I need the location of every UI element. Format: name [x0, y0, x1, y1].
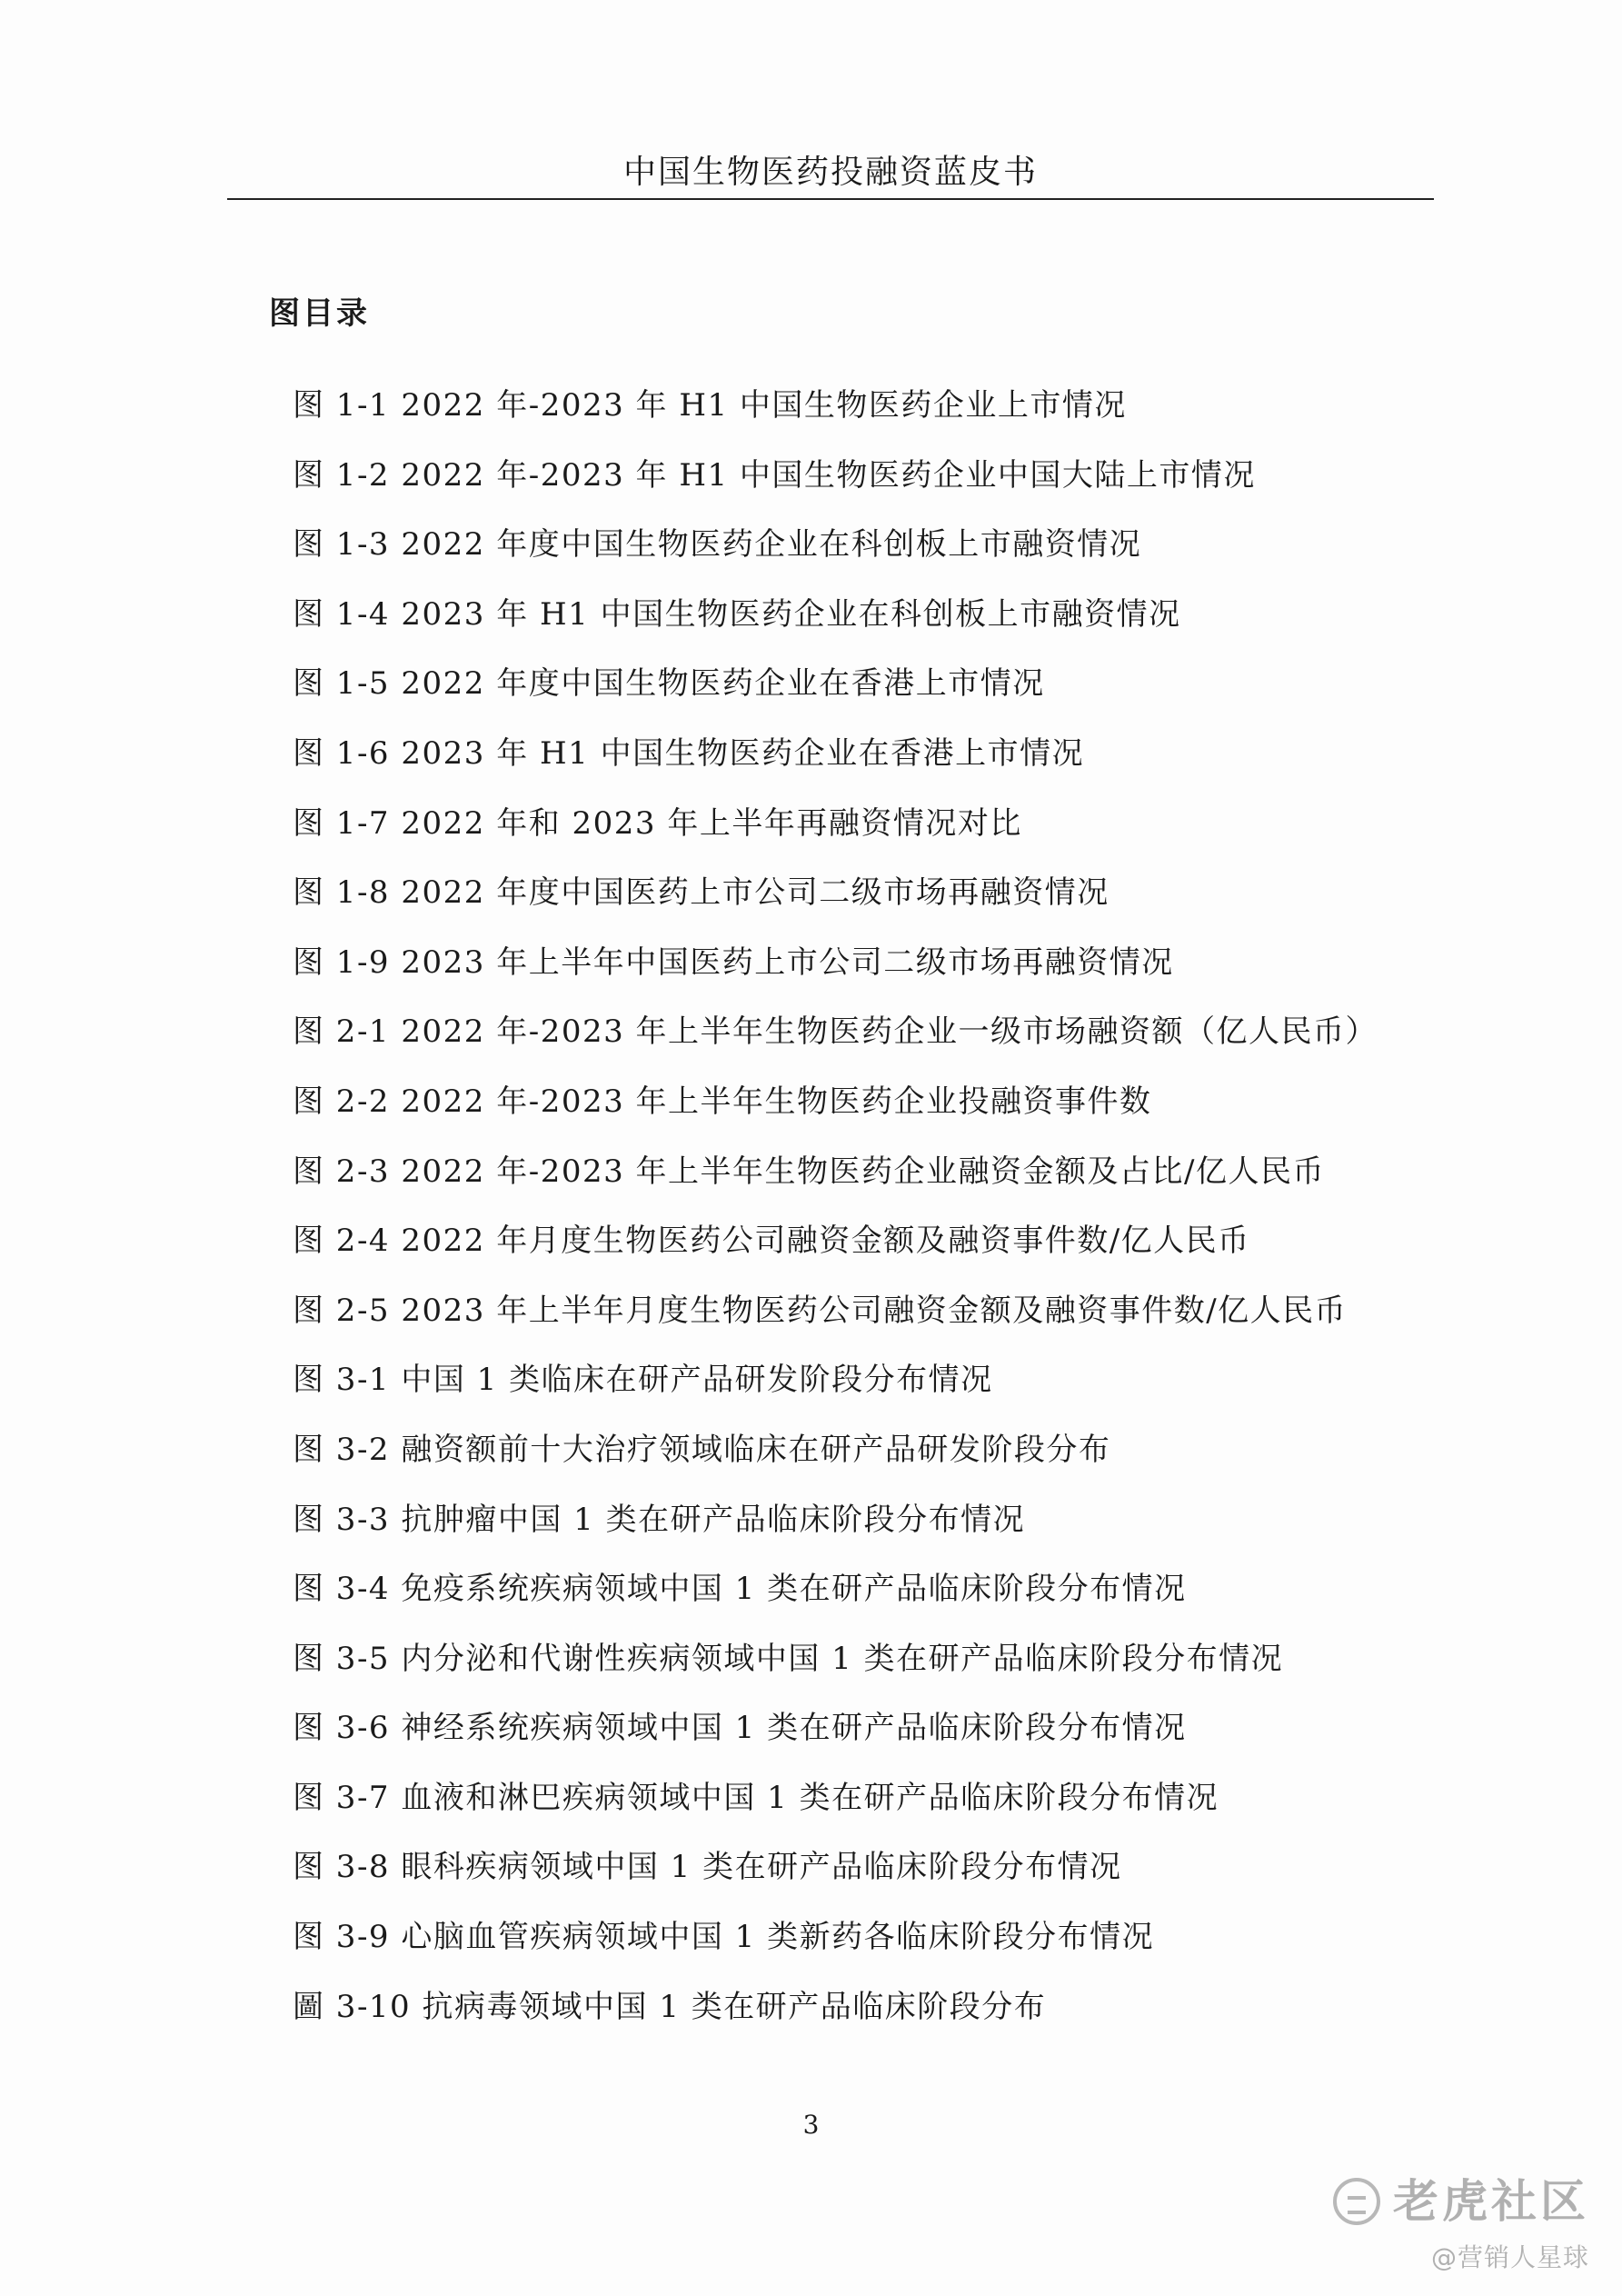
watermark-sub-text: @营销人星球 [1430, 2242, 1589, 2272]
toc-entry-number: 图 3-8 [293, 1849, 391, 1886]
toc-entry-number: 图 1-2 [293, 456, 391, 494]
toc-entry-number: 图 3-5 [293, 1640, 391, 1677]
toc-heading: 图目录 [269, 295, 370, 332]
toc-entry [293, 1986, 1401, 2056]
header-rule [227, 198, 1434, 200]
toc-entry [293, 872, 1401, 942]
toc-entry-number: 图 3-3 [293, 1501, 391, 1538]
toc-entry-title: 2022 年-2023 年 H1 中国生物医药企业上市情况 [401, 387, 1127, 424]
toc-entry-title: 免疫系统疾病领域中国 1 类在研产品临床阶段分布情况 [401, 1571, 1187, 1608]
toc-entry-title: 血液和淋巴疾病领域中国 1 类在研产品临床阶段分布情况 [401, 1779, 1219, 1816]
toc-entry [293, 803, 1401, 873]
toc-entry-title: 融资额前十大治疗领域临床在研产品研发阶段分布 [401, 1431, 1111, 1468]
figure-list [293, 384, 1401, 2055]
toc-entry-title: 神经系统疾病领域中国 1 类在研产品临床阶段分布情况 [401, 1710, 1187, 1747]
toc-entry-title: 心脑血管疾病领域中国 1 类新药各临床阶段分布情况 [401, 1919, 1155, 1956]
toc-entry-title: 2022 年-2023 年上半年生物医药企业投融资事件数 [401, 1083, 1152, 1120]
toc-entry-number: 图 2-1 [293, 1013, 391, 1051]
toc-entry [293, 1499, 1401, 1569]
toc-entry-number: 图 2-2 [293, 1083, 391, 1120]
toc-entry-title: 2023 年上半年月度生物医药公司融资金额及融资事件数/亿人民币 [401, 1292, 1348, 1329]
toc-entry-title: 2022 年-2023 年上半年生物医药企业融资金额及占比/亿人民币 [401, 1153, 1325, 1190]
toc-entry-number: 图 2-4 [293, 1223, 391, 1260]
toc-entry [293, 1359, 1401, 1429]
watermark-main [1333, 2172, 1589, 2231]
toc-entry [293, 1916, 1401, 1986]
toc-entry-title: 2023 年上半年中国医药上市公司二级市场再融资情况 [401, 943, 1174, 981]
toc-entry-title: 抗肿瘤中国 1 类在研产品临床阶段分布情况 [401, 1501, 1026, 1538]
toc-entry-title: 2023 年 H1 中国生物医药企业在香港上市情况 [401, 734, 1085, 772]
toc-entry [293, 1429, 1401, 1499]
toc-entry-number: 图 3-7 [293, 1779, 391, 1816]
toc-entry-title: 2022 年度中国生物医药企业在香港上市情况 [401, 665, 1045, 703]
toc-entry [293, 1081, 1401, 1151]
toc-entry-number: 图 1-4 [293, 595, 391, 633]
toc-entry-title: 2022 年-2023 年 H1 中国生物医药企业中国大陆上市情况 [401, 456, 1256, 494]
toc-entry-number: 圖 3-10 [293, 1988, 412, 2025]
toc-entry-title: 2022 年度中国医药上市公司二级市场再融资情况 [401, 874, 1110, 912]
toc-entry [293, 663, 1401, 733]
toc-entry-title: 2023 年 H1 中国生物医药企业在科创板上市融资情况 [401, 595, 1181, 633]
toc-entry-number: 图 1-8 [293, 874, 391, 912]
toc-entry [293, 1777, 1401, 1847]
toc-entry-number: 图 2-3 [293, 1153, 391, 1190]
watermark [1333, 2172, 1589, 2276]
toc-entry [293, 384, 1401, 454]
toc-entry [293, 1290, 1401, 1360]
toc-entry [293, 1568, 1401, 1638]
toc-entry-title: 2022 年和 2023 年上半年再融资情况对比 [401, 804, 1022, 842]
toc-entry [293, 594, 1401, 664]
toc-entry [293, 1220, 1401, 1290]
toc-entry [293, 1638, 1401, 1708]
toc-entry-title: 2022 年度中国生物医药企业在科创板上市融资情况 [401, 526, 1142, 564]
toc-entry [293, 942, 1401, 1012]
toc-entry-title: 2022 年-2023 年上半年生物医药企业一级市场融资额（亿人民币） [401, 1013, 1378, 1051]
toc-entry [293, 1151, 1401, 1221]
toc-entry-number: 图 1-6 [293, 734, 391, 772]
toc-entry-title: 2022 年月度生物医药公司融资金额及融资事件数/亿人民币 [401, 1223, 1250, 1260]
toc-entry-number: 图 3-4 [293, 1571, 391, 1608]
toc-entry-number: 图 3-1 [293, 1362, 391, 1399]
running-header: 中国生物医药投融资蓝皮书 [622, 154, 1038, 191]
toc-entry [293, 1846, 1401, 1916]
toc-entry-number: 图 1-1 [293, 387, 391, 424]
toc-entry-number: 图 2-5 [293, 1292, 391, 1329]
tiger-community-logo-icon [1333, 2178, 1380, 2225]
toc-entry-number: 图 3-6 [293, 1710, 391, 1747]
toc-entry-number: 图 3-9 [293, 1919, 391, 1956]
toc-entry-number: 图 3-2 [293, 1431, 391, 1468]
toc-entry-title: 内分泌和代谢性疾病领域中国 1 类在研产品临床阶段分布情况 [401, 1640, 1284, 1677]
watermark-main-text: 老虎社区 [1393, 2175, 1589, 2228]
toc-entry-title: 眼科疾病领域中国 1 类在研产品临床阶段分布情况 [401, 1849, 1122, 1886]
toc-entry [293, 524, 1401, 594]
toc-entry-number: 图 1-5 [293, 665, 391, 703]
toc-entry [293, 733, 1401, 803]
toc-entry-number: 图 1-3 [293, 526, 391, 564]
page-number: 3 [802, 2110, 820, 2140]
toc-entry-title: 抗病毒领域中国 1 类在研产品临床阶段分布 [422, 1988, 1047, 2025]
toc-entry-number: 图 1-9 [293, 943, 391, 981]
toc-entry-number: 图 1-7 [293, 804, 391, 842]
toc-entry [293, 454, 1401, 524]
toc-entry [293, 1707, 1401, 1777]
toc-entry-title: 中国 1 类临床在研产品研发阶段分布情况 [401, 1362, 993, 1399]
toc-entry [293, 1011, 1401, 1081]
